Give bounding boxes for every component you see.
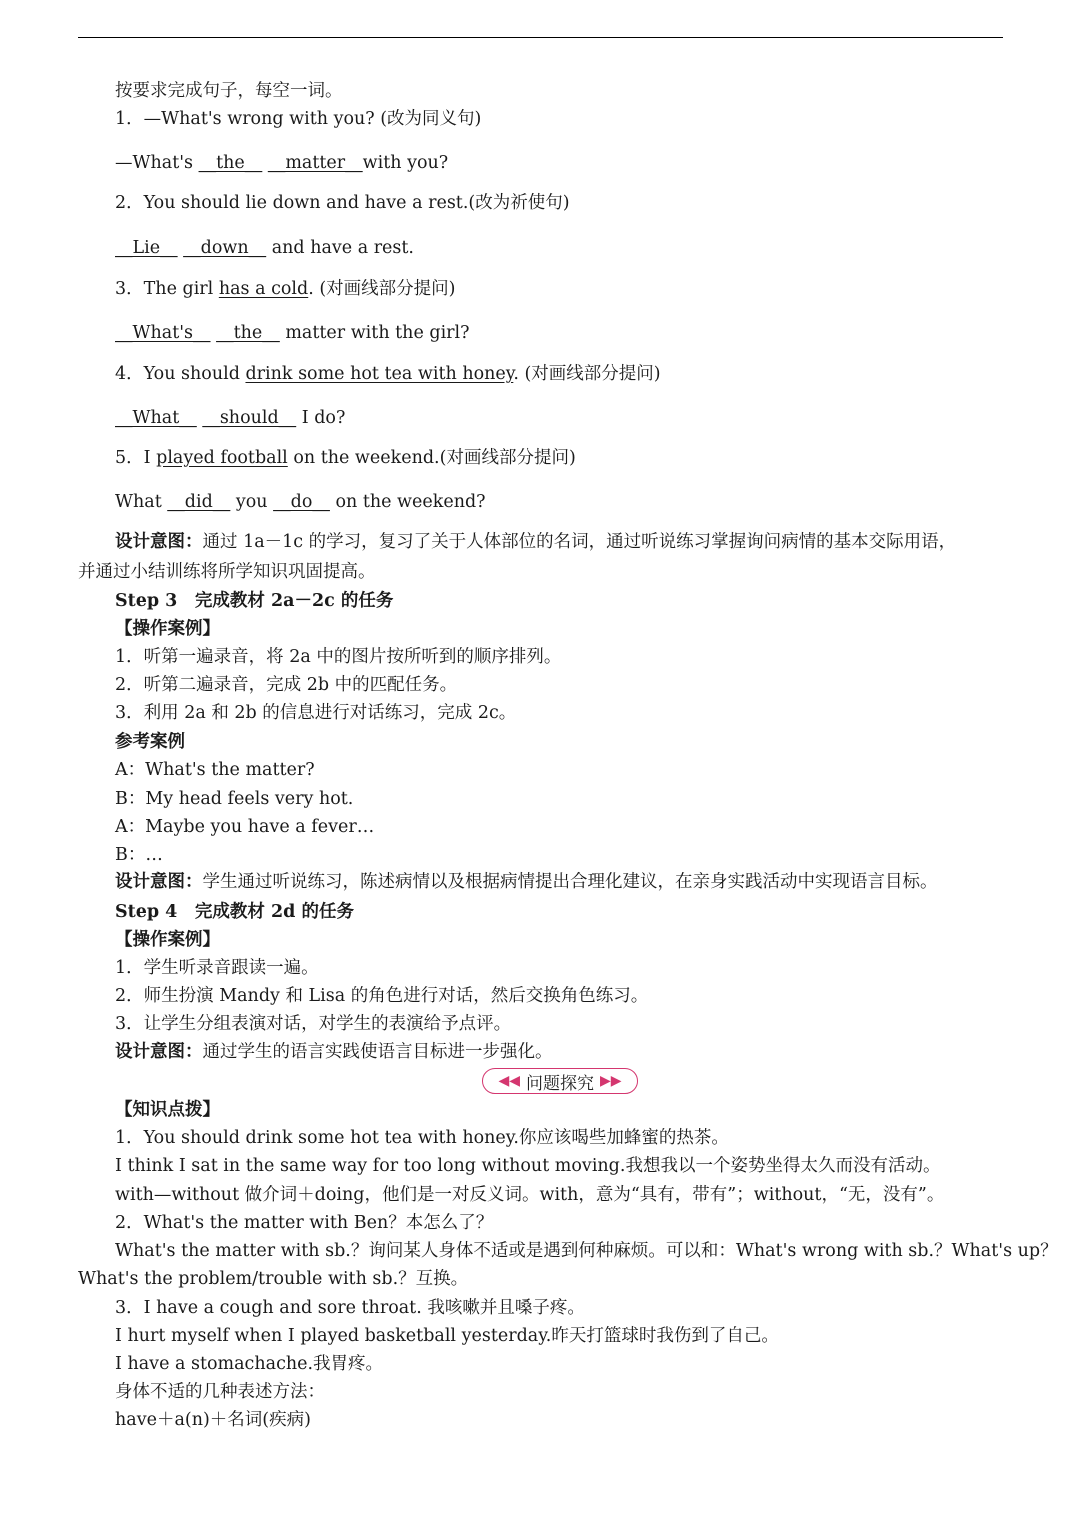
knowledge-line: have＋a(n)＋名词(疾病)	[115, 1410, 311, 1430]
q2-answer-suffix: and have a rest.	[266, 238, 414, 258]
dialog-line: B：My head feels very hot.	[115, 789, 354, 809]
q5-answer-mid: you	[230, 492, 274, 512]
step3-item: 2．听第二遍录音，完成 2b 中的匹配任务。	[115, 675, 458, 695]
step3-item: 3．利用 2a 和 2b 的信息进行对话练习，完成 2c。	[115, 703, 517, 723]
q3-answer-suffix: matter with the girl?	[279, 323, 470, 343]
design-intent-1-cont: 并通过小结训练将所学知识巩固提高。	[78, 562, 376, 582]
step4-design-intent	[115, 1041, 553, 1063]
q4-answer-suffix: I do?	[296, 408, 346, 428]
step4-item: 2．师生扮演 Mandy 和 Lisa 的角色进行对话，然后交换角色练习。	[115, 986, 649, 1006]
q5-blank-1: __did__	[167, 492, 231, 512]
step4-design-label: 设计意图：	[115, 1042, 203, 1062]
q1-answer-suffix: with you?	[362, 153, 449, 173]
step3-design-label: 设计意图：	[115, 872, 203, 892]
q3-prompt-end: . (对画线部分提问)	[308, 279, 456, 299]
q5-answer	[115, 491, 486, 513]
knowledge-line: I have a stomachache.我胃疼。	[115, 1354, 384, 1374]
q2-blank-2: __down__	[183, 238, 267, 258]
knowledge-line: with—without 做介词＋doing，他们是一对反义词。with，意为“具有，带有”；without，“无，没有”。	[115, 1185, 945, 1205]
exercise-instruction: 按要求完成句子，每空一词。	[115, 81, 343, 101]
knowledge-line: I hurt myself when I played basketball yesterday.昨天打篮球时我伤到了自己。	[115, 1326, 779, 1346]
q4-prompt	[115, 363, 661, 385]
dialog-line: A：Maybe you have a fever…	[115, 817, 375, 837]
q2-answer	[115, 237, 414, 259]
dialog-line: B：…	[115, 845, 163, 865]
q5-answer-prefix: What	[115, 492, 168, 512]
q4-underlined: drink some hot tea with honey	[245, 364, 514, 384]
q4-prompt-end: . (对画线部分提问)	[513, 364, 661, 384]
q1-answer-prefix: —What's	[115, 153, 199, 173]
q4-answer	[115, 407, 345, 429]
q3-prompt	[115, 278, 456, 300]
step3-design-intent	[115, 871, 938, 893]
step3-design-text: 学生通过听说练习，陈述病情以及根据病情提出合理化建议，在亲身实践活动中实现语言目标。	[202, 872, 938, 892]
step3-ref-label: 参考案例	[115, 732, 185, 752]
section-badge	[482, 1068, 638, 1094]
q5-prompt-end: on the weekend.(对画线部分提问)	[287, 448, 576, 468]
design-intent-label: 设计意图：	[115, 532, 203, 552]
q5-answer-suffix: on the weekend?	[329, 492, 486, 512]
knowledge-line: What's the matter with sb.？询问某人身体不适或是遇到何种麻烦。可以和：What's wrong with sb.？What's up？	[115, 1241, 1058, 1261]
q4-blank-2: __should__	[202, 408, 297, 428]
q5-prompt-start: 5．I	[115, 448, 157, 468]
header-rule	[78, 37, 1003, 38]
step4-case-label: 【操作案例】	[115, 930, 220, 950]
design-intent-text: 通过 1a－1c 的学习，复习了关于人体部位的名词，通过听说练习掌握询问病情的基本交际用语，	[202, 532, 957, 552]
q5-prompt	[115, 447, 576, 469]
step4-design-text: 通过学生的语言实践使语言目标进一步强化。	[202, 1042, 553, 1062]
double-right-arrow-icon: ▶▶	[600, 1073, 622, 1089]
design-intent-1	[115, 531, 956, 553]
q1-blank-2: __matter__	[267, 153, 363, 173]
knowledge-line: 2．What's the matter with Ben？本怎么了？	[115, 1213, 494, 1233]
q5-underlined: played football	[156, 448, 288, 468]
step4-title: Step 4 完成教材 2d 的任务	[115, 902, 354, 922]
q4-blank-1: __What__	[115, 408, 197, 428]
section-badge-label: 问题探究	[526, 1073, 594, 1094]
knowledge-line: I think I sat in the same way for too long without moving.我想我以一个姿势坐得太久而没有活动。	[115, 1156, 941, 1176]
step4-item: 1．学生听录音跟读一遍。	[115, 958, 319, 978]
q3-prompt-start: 3．The girl	[115, 279, 219, 299]
knowledge-line: What's the problem/trouble with sb.？互换。	[78, 1269, 469, 1289]
q1-prompt: 1．—What's wrong with you? (改为同义句)	[115, 109, 482, 129]
step4-item: 3．让学生分组表演对话，对学生的表演给予点评。	[115, 1014, 512, 1034]
step3-item: 1．听第一遍录音，将 2a 中的图片按所听到的顺序排列。	[115, 647, 562, 667]
knowledge-line: 身体不适的几种表述方法：	[115, 1382, 325, 1402]
q5-blank-2: __do__	[273, 492, 330, 512]
q1-blank-1: __the__	[198, 153, 263, 173]
q3-answer	[115, 322, 470, 344]
q2-prompt: 2．You should lie down and have a rest.(改为祈使句)	[115, 193, 570, 213]
q3-blank-1: __What's__	[115, 323, 211, 343]
knowledge-line: 3．I have a cough and sore throat. 我咳嗽并且嗓子疼。	[115, 1298, 585, 1318]
q2-blank-1: __Lie__	[115, 238, 178, 258]
dialog-line: A：What's the matter?	[115, 760, 315, 780]
double-left-arrow-icon: ◀◀	[498, 1073, 520, 1089]
knowledge-line: 1．You should drink some hot tea with honey.你应该喝些加蜂蜜的热茶。	[115, 1128, 729, 1148]
knowledge-label: 【知识点拨】	[115, 1100, 220, 1120]
q1-answer	[115, 152, 448, 174]
step3-title: Step 3 完成教材 2a－2c 的任务	[115, 591, 394, 611]
step3-case-label: 【操作案例】	[115, 619, 220, 639]
q3-blank-2: __the__	[216, 323, 280, 343]
q4-prompt-start: 4．You should	[115, 364, 246, 384]
q3-underlined: has a cold	[218, 279, 309, 299]
